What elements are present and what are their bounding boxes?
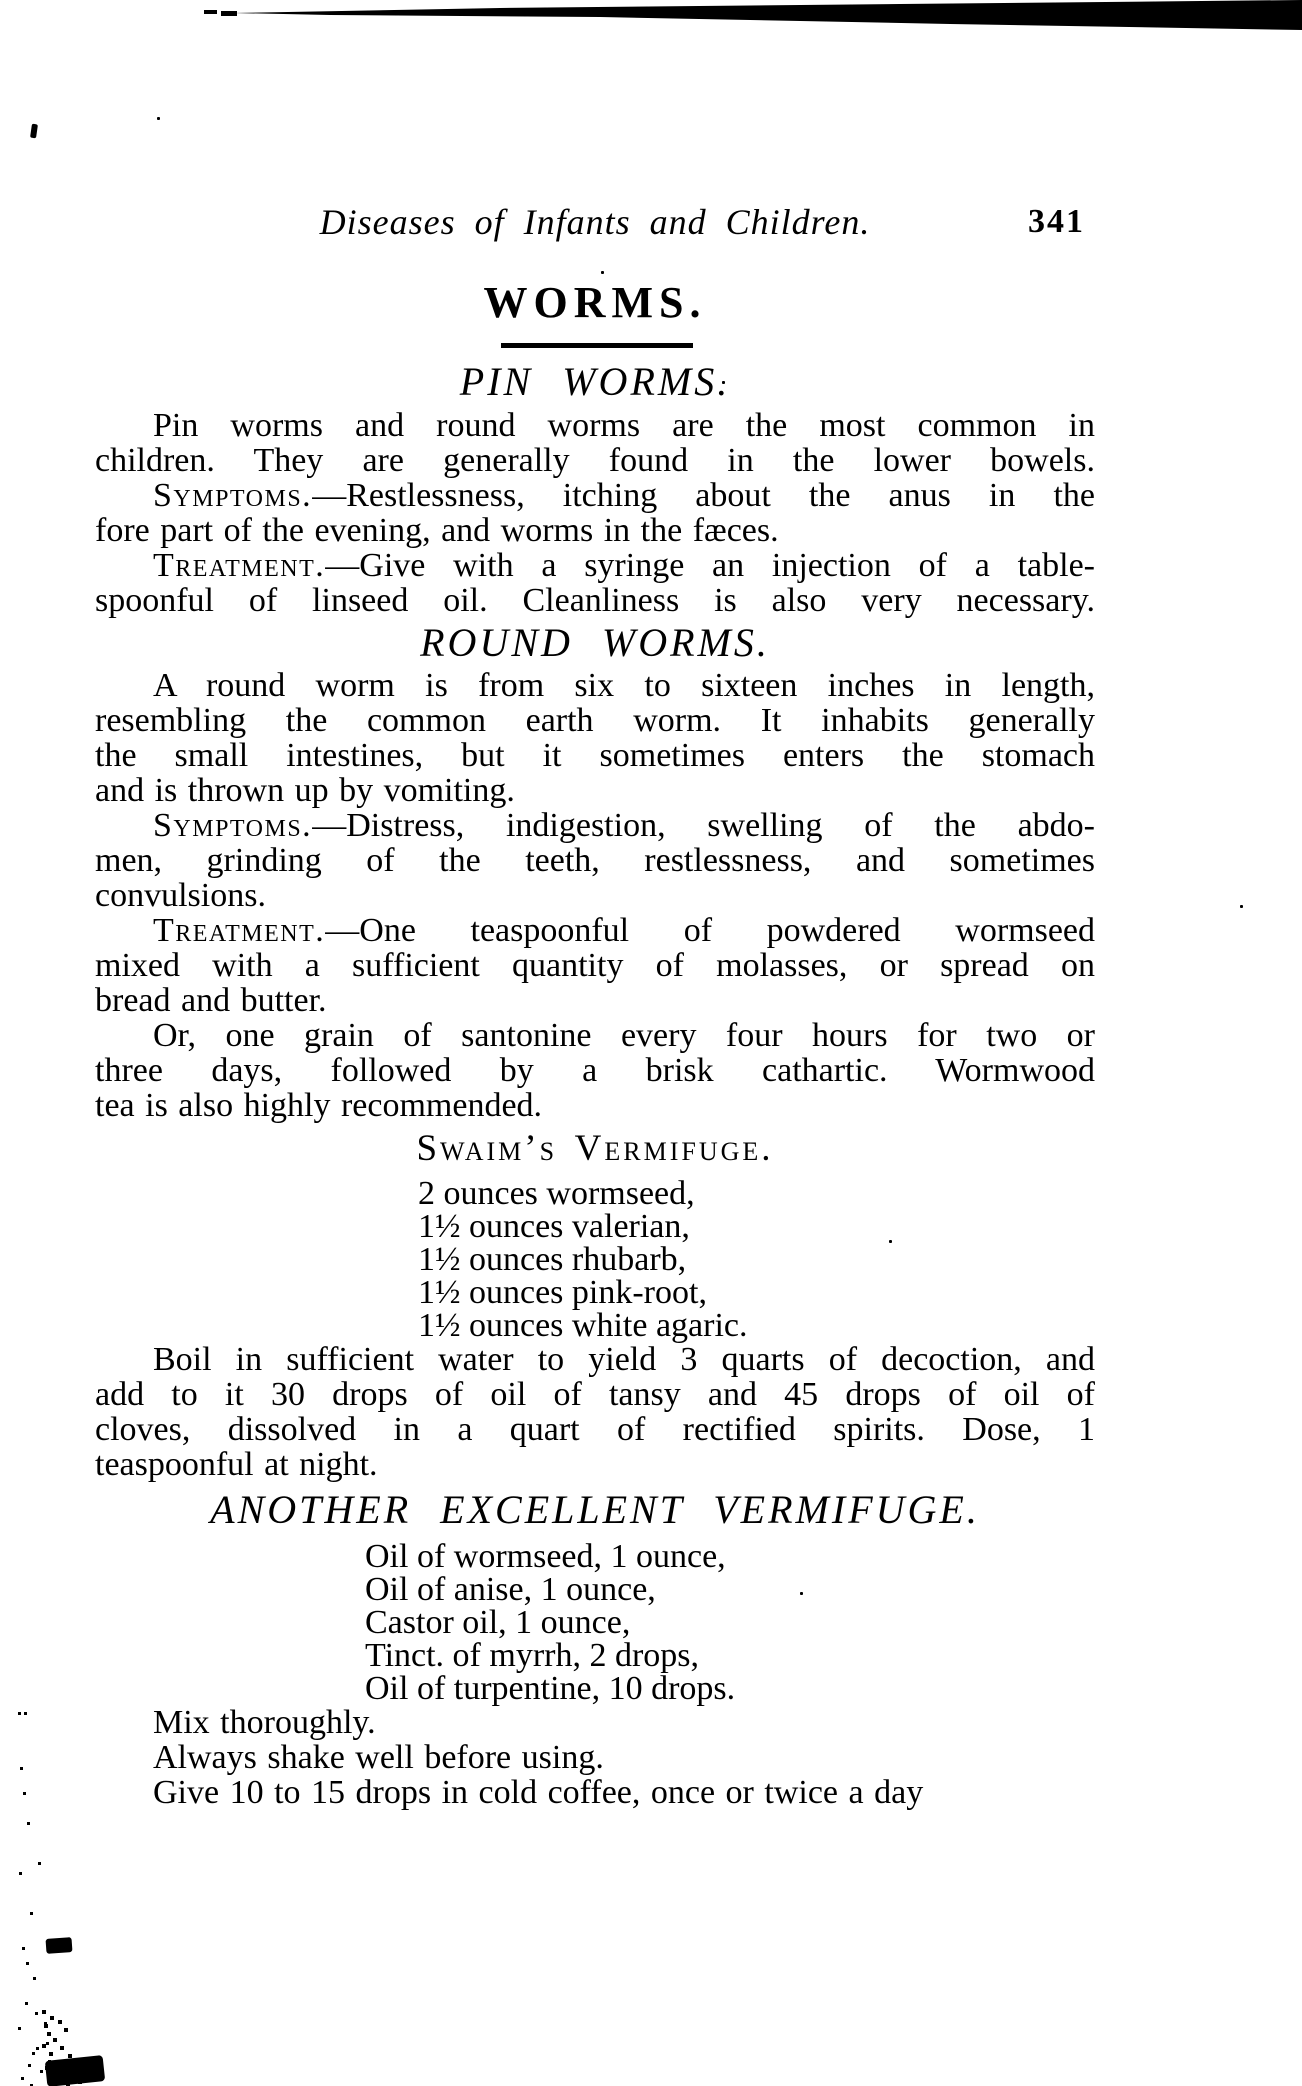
- text-line: add to it 30 drops of oil of tansy and 45 drops of oil of: [95, 1376, 1095, 1413]
- page-body: [95, 358, 1095, 1810]
- smallcaps-lead: Symptoms.: [153, 807, 313, 844]
- scan-edge-artifact: [0, 0, 1302, 36]
- ingredient-item: 1½ ounces valerian,: [418, 1208, 690, 1245]
- smallcaps-lead: Symptoms.: [153, 477, 313, 514]
- paragraph: [95, 808, 1095, 913]
- scan-noise-bottom-left: [42, 2010, 46, 2014]
- scan-speck: [30, 124, 38, 139]
- text-line: cloves, dissolved in a quart of rectified spirits. Dose, 1: [95, 1411, 1095, 1448]
- text-line: convulsions.: [95, 877, 266, 914]
- section-heading: PIN WORMS.: [459, 359, 731, 404]
- text-line: Symptoms.—Restlessness, itching about the anus in the: [153, 477, 1095, 514]
- section-heading: ANOTHER EXCELLENT VERMIFUGE.: [210, 1487, 980, 1532]
- text-line: children. They are generally found in the lower bowels.: [95, 442, 1095, 479]
- text-line: Give 10 to 15 drops in cold coffee, once or twice a day: [153, 1774, 924, 1811]
- paragraph: [95, 913, 1095, 1018]
- text-line: fore part of the evening, and worms in the fæces.: [95, 512, 779, 549]
- text-line: the small intestines, but it sometimes enters the stomach: [95, 737, 1095, 774]
- paragraph: [95, 478, 1095, 548]
- ingredient-item: Tinct. of myrrh, 2 drops,: [365, 1637, 700, 1674]
- ingredient-item: 1½ ounces white agaric.: [418, 1307, 748, 1344]
- text-line: tea is also highly recommended.: [95, 1087, 543, 1124]
- scan-noise-left-margin: [18, 1712, 21, 1715]
- text-line: teaspoonful at night.: [95, 1446, 378, 1483]
- text-line: A round worm is from six to sixteen inches in length,: [153, 667, 1095, 704]
- text-line: Boil in sufficient water to yield 3 quarts of decoction, and: [153, 1341, 1095, 1378]
- smallcaps-lead: Treatment.: [153, 547, 326, 584]
- ingredient-list: [365, 1540, 1095, 1705]
- scan-ink-blob: [46, 1937, 73, 1954]
- text-line: resembling the common earth worm. It inhabits generally: [95, 702, 1095, 739]
- ingredient-item: Oil of wormseed, 1 ounce,: [365, 1538, 726, 1575]
- ingredient-item: 1½ ounces rhubarb,: [418, 1241, 687, 1278]
- paragraph: [95, 668, 1095, 808]
- text-line: and is thrown up by vomiting.: [95, 772, 515, 809]
- text-line: mixed with a sufficient quantity of molasses, or spread on: [95, 947, 1095, 984]
- text-line: Always shake well before using.: [153, 1739, 604, 1776]
- paragraph: [95, 1775, 1095, 1810]
- text-line: Or, one grain of santonine every four hours for two or: [153, 1017, 1095, 1054]
- text-line: Symptoms.—Distress, indigestion, swelling of the abdo-: [153, 807, 1095, 844]
- text-line: Treatment.—One teaspoonful of powdered wormseed: [153, 912, 1095, 949]
- section-heading: ROUND WORMS.: [420, 620, 770, 665]
- paragraph: [95, 1705, 1095, 1740]
- ingredient-item: 2 ounces wormseed,: [418, 1175, 695, 1212]
- scan-speck: [204, 10, 217, 14]
- text-line: Pin worms and round worms are the most common in: [153, 407, 1095, 444]
- text-line: spoonful of linseed oil. Cleanliness is also very necessary.: [95, 582, 1095, 619]
- ingredient-item: Oil of anise, 1 ounce,: [365, 1571, 656, 1608]
- title-rule: [501, 343, 693, 348]
- recipe-heading: Swaim’s Vermifuge.: [416, 1128, 774, 1169]
- paragraph: [95, 548, 1095, 618]
- running-title: Diseases of Infants and Children.: [319, 202, 871, 242]
- ingredient-item: Castor oil, 1 ounce,: [365, 1604, 631, 1641]
- ingredient-item: 1½ ounces pink-root,: [418, 1274, 707, 1311]
- page-number: 341: [1028, 203, 1085, 240]
- scan-speck: [221, 11, 237, 16]
- ingredient-list: [418, 1177, 1095, 1342]
- paragraph: [95, 1740, 1095, 1775]
- text-line: Treatment.—Give with a syringe an injection of a table-: [153, 547, 1095, 584]
- text-line: bread and butter.: [95, 982, 327, 1019]
- paragraph: [95, 408, 1095, 478]
- ingredient-item: Oil of turpentine, 10 drops.: [365, 1670, 736, 1707]
- text-line: men, grinding of the teeth, restlessness, and sometimes: [95, 842, 1095, 879]
- paragraph: [95, 1018, 1095, 1123]
- chapter-title: WORMS.: [483, 278, 707, 327]
- smallcaps-lead: Treatment.: [153, 912, 326, 949]
- scan-ink-smudge: [45, 2055, 105, 2086]
- scan-speck: [601, 271, 604, 274]
- paragraph: [95, 1342, 1095, 1482]
- scan-speck: [1240, 905, 1243, 908]
- text-line: three days, followed by a brisk cathartic. Wormwood: [95, 1052, 1095, 1089]
- text-line: Mix thoroughly.: [153, 1704, 376, 1741]
- scan-speck: [157, 117, 160, 120]
